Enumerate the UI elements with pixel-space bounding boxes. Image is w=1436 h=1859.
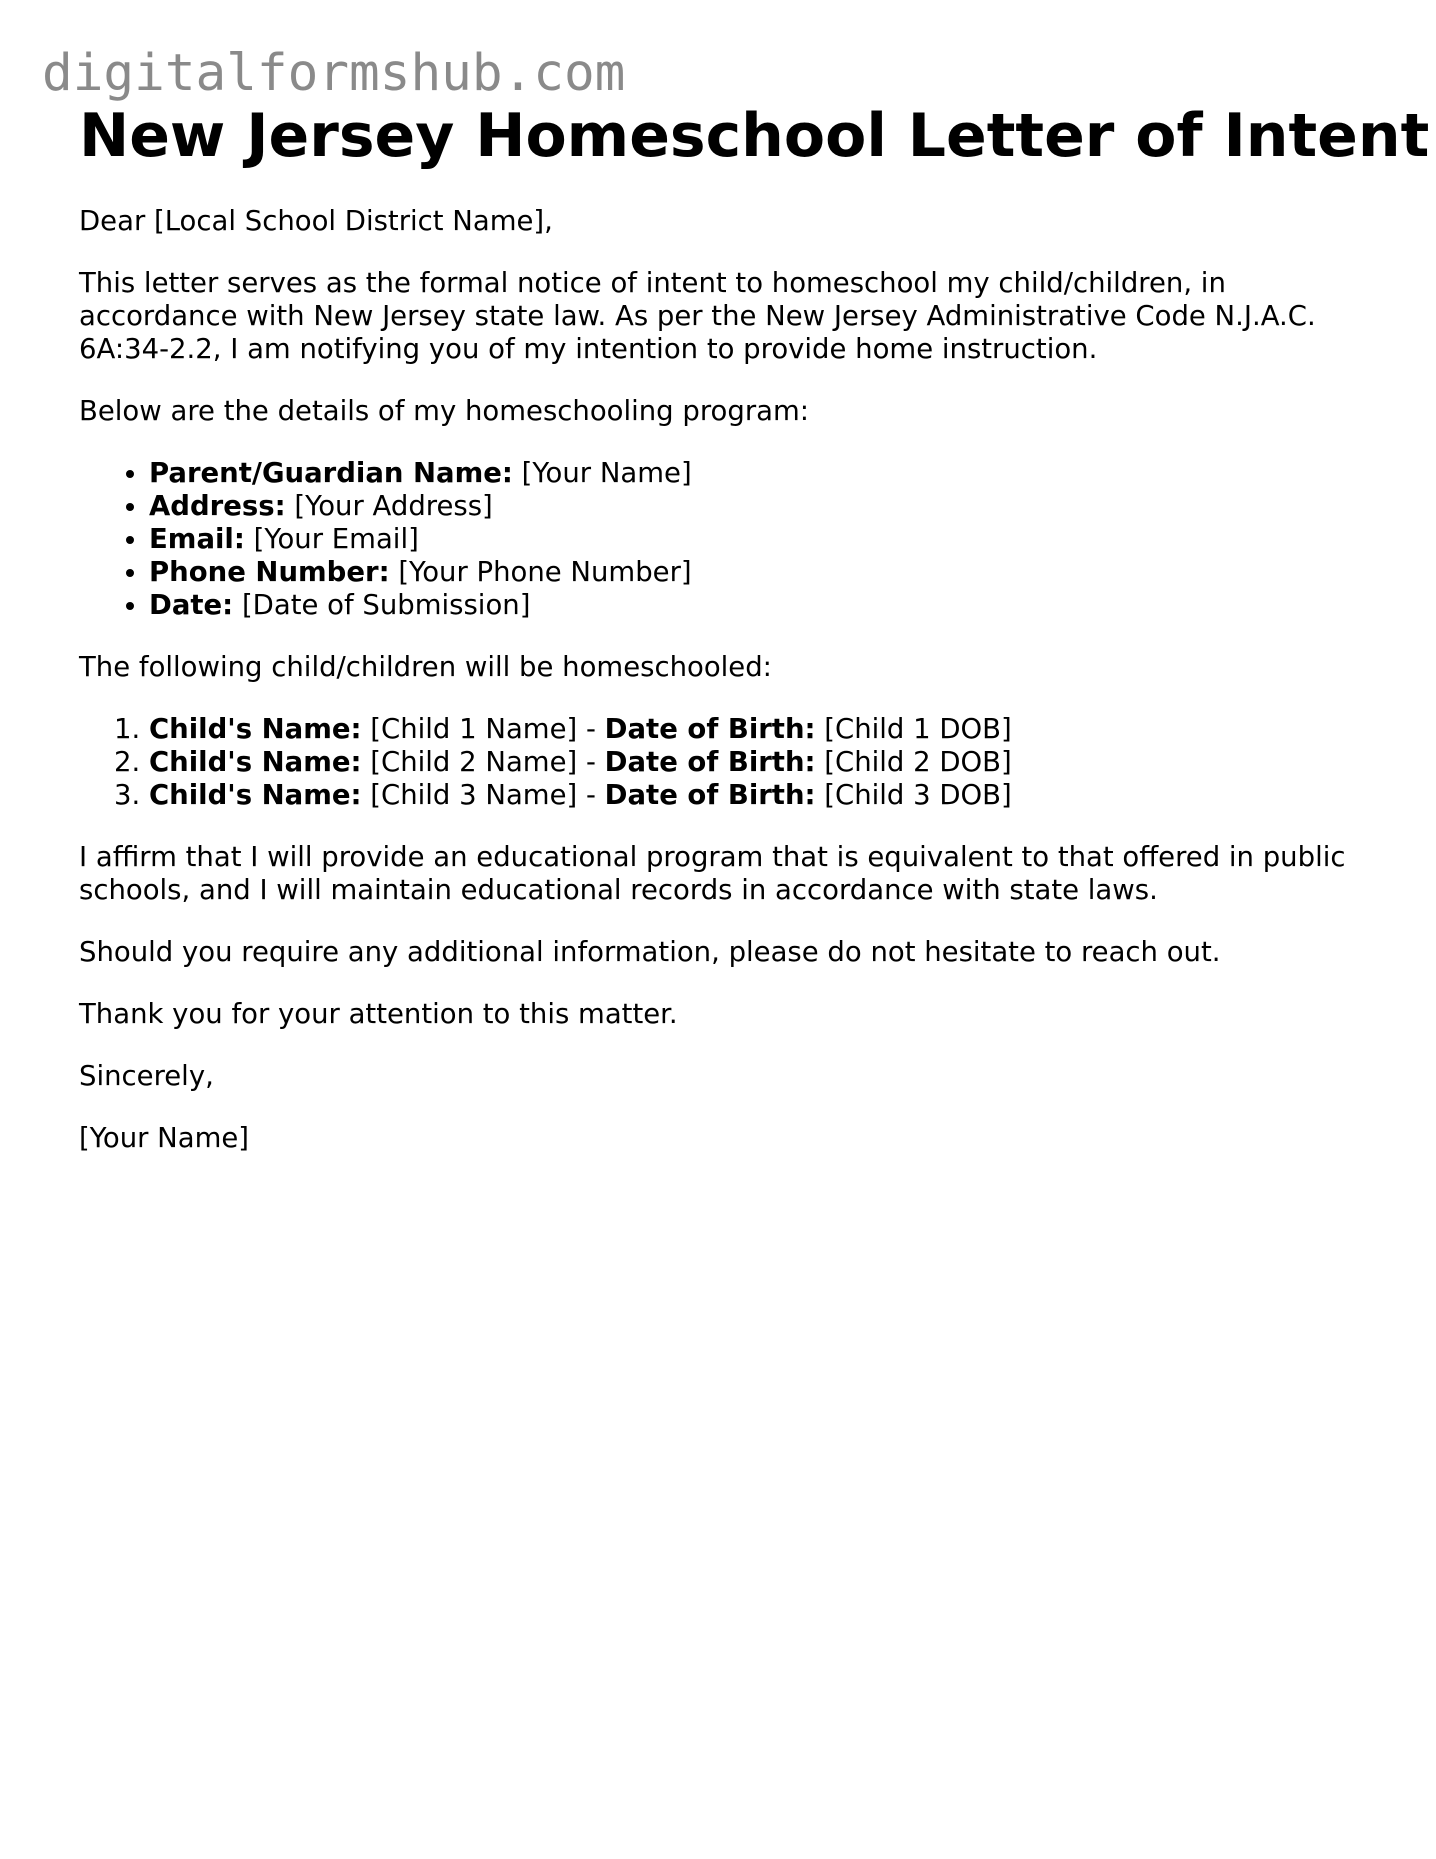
children-list	[79, 713, 1379, 812]
child-dob-label: Date of Birth:	[604, 779, 816, 811]
child-name-label: Child's Name:	[149, 779, 362, 811]
separator: -	[585, 713, 596, 745]
detail-item-parent-name	[149, 457, 1379, 490]
child-dob-label: Date of Birth:	[604, 746, 816, 778]
detail-item-phone	[149, 556, 1379, 589]
child-item-1	[149, 713, 1379, 746]
details-intro: Below are the details of my homeschooling program:	[79, 395, 810, 427]
detail-item-email	[149, 523, 1379, 556]
detail-value: [Your Name]	[521, 457, 692, 489]
letter-document	[79, 96, 1430, 1184]
thanks-paragraph: Thank you for your attention to this matter.	[79, 998, 678, 1030]
detail-label: Parent/Guardian Name:	[149, 457, 513, 489]
detail-label: Date:	[149, 589, 234, 621]
detail-value: [Date of Submission]	[241, 589, 531, 621]
child-name: [Child 3 Name]	[370, 779, 578, 811]
child-dob-label: Date of Birth:	[604, 713, 816, 745]
detail-item-date	[149, 589, 1379, 622]
child-name: [Child 1 Name]	[370, 713, 578, 745]
detail-value: [Your Email]	[253, 523, 419, 555]
signature: [Your Name]	[79, 1122, 250, 1154]
separator: -	[585, 746, 596, 778]
page-title: New Jersey Homeschool Letter of Intent	[79, 101, 1430, 171]
details-list	[79, 457, 1379, 622]
child-name-label: Child's Name:	[149, 713, 362, 745]
child-dob: [Child 3 DOB]	[824, 779, 1012, 811]
children-intro: The following child/children will be homeschooled:	[79, 651, 772, 683]
detail-label: Phone Number:	[149, 556, 390, 588]
detail-label: Email:	[149, 523, 245, 555]
detail-value: [Your Address]	[294, 490, 493, 522]
affirmation-paragraph: I affirm that I will provide an educational program that is equivalent to that offered in public schools, and I will maintain educational records in accordance with state laws.	[79, 841, 1346, 906]
child-dob: [Child 1 DOB]	[824, 713, 1012, 745]
detail-value: [Your Phone Number]	[398, 556, 692, 588]
child-dob: [Child 2 DOB]	[824, 746, 1012, 778]
watermark-text: digitalformshub.com	[42, 44, 626, 103]
child-name-label: Child's Name:	[149, 746, 362, 778]
child-item-3	[149, 779, 1379, 812]
detail-label: Address:	[149, 490, 286, 522]
detail-item-address	[149, 490, 1379, 523]
salutation: Dear [Local School District Name],	[79, 205, 553, 237]
child-item-2	[149, 746, 1379, 779]
separator: -	[585, 779, 596, 811]
additional-info-paragraph: Should you require any additional information, please do not hesitate to reach out.	[79, 936, 1221, 968]
intro-paragraph: This letter serves as the formal notice of intent to homeschool my child/children, in accordance with New Jersey state law. As per the New Jersey Administrative Code N.J.A.C. 6A:34-2.2, I am notifying you of my intention to provide home instruction.	[79, 267, 1316, 365]
closing: Sincerely,	[79, 1060, 214, 1092]
child-name: [Child 2 Name]	[370, 746, 578, 778]
